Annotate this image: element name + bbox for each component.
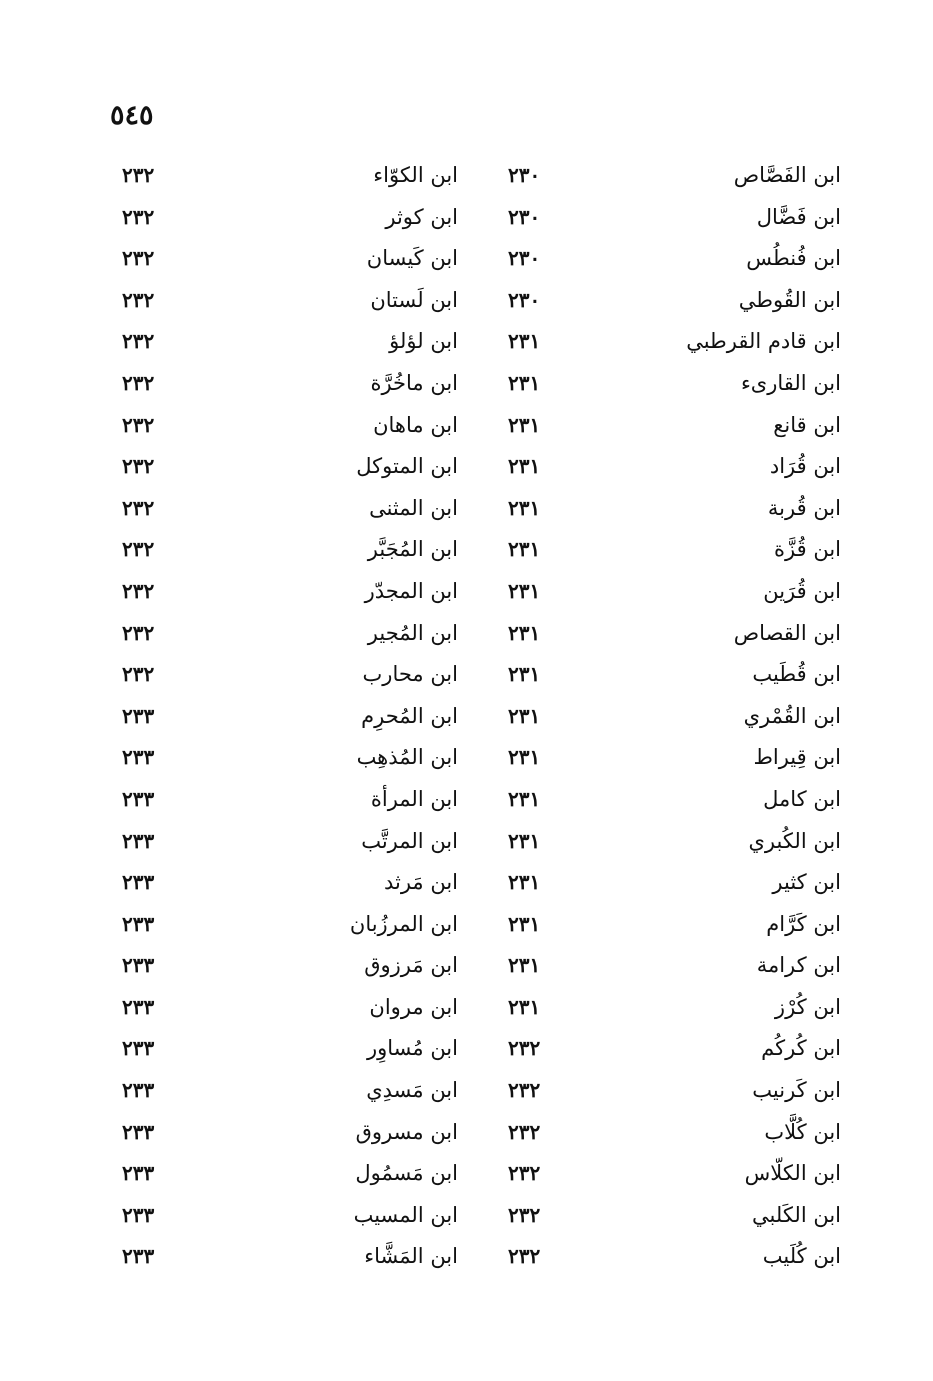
left-name-entry: ابن ماخُرَّة [370, 370, 458, 395]
index-row [0, 196, 933, 238]
left-name-entry: ابن المُجَبَّر [367, 537, 458, 562]
left-page-ref: ٢٣٣ [122, 1036, 155, 1061]
right-name-entry: ابن كُركُم [761, 1036, 841, 1061]
left-page-ref: ٢٣٢ [122, 662, 155, 687]
left-page-ref: ٢٣٣ [122, 1161, 155, 1186]
index-row [0, 362, 933, 404]
right-name-entry: ابن كامل [763, 786, 841, 811]
left-page-ref: ٢٣٢ [122, 454, 155, 479]
left-name-entry: ابن المَشَّاء [364, 1244, 458, 1269]
right-name-entry: ابن الكَلبي [752, 1202, 841, 1227]
right-page-ref: ٢٣١ [508, 703, 541, 728]
left-page-ref: ٢٣٢ [122, 620, 155, 645]
index-row [0, 237, 933, 279]
left-name-entry: ابن لؤلؤ [389, 329, 458, 354]
index-row [0, 1194, 933, 1236]
right-name-entry: ابن الفَصَّاص [733, 163, 841, 187]
index-row [0, 570, 933, 612]
right-page-ref: ٢٣١ [508, 370, 541, 395]
index-row [0, 820, 933, 862]
right-page-ref: ٢٣١ [508, 786, 541, 811]
left-page-ref: ٢٣٣ [122, 745, 155, 770]
left-page-ref: ٢٣٣ [122, 828, 155, 853]
right-page-ref: ٢٣٠ [508, 163, 541, 187]
left-name-entry: ابن محارب [362, 662, 458, 687]
right-page-ref: ٢٣١ [508, 495, 541, 520]
left-name-entry: ابن المجدّر [364, 578, 458, 603]
right-page-ref: ٢٣١ [508, 745, 541, 770]
right-page-ref: ٢٣١ [508, 578, 541, 603]
index-row [0, 1235, 933, 1277]
right-name-entry: ابن قادم القرطبي [686, 329, 841, 354]
left-name-entry: ابن مَرثد [383, 870, 458, 895]
index-row [0, 986, 933, 1028]
right-page-ref: ٢٣١ [508, 911, 541, 936]
right-page-ref: ٢٣٢ [508, 1161, 541, 1186]
left-page-ref: ٢٣٣ [122, 703, 155, 728]
index-row [0, 612, 933, 654]
index-grid [0, 154, 933, 1277]
left-page-ref: ٢٣٣ [122, 870, 155, 895]
right-page-ref: ٢٣٢ [508, 1078, 541, 1103]
left-page-ref: ٢٣٣ [122, 1244, 155, 1269]
left-page-ref: ٢٣٢ [122, 412, 155, 437]
left-name-entry: ابن المتوكل [356, 454, 458, 479]
right-page-ref: ٢٣١ [508, 412, 541, 437]
right-page-ref: ٢٣١ [508, 953, 541, 978]
right-name-entry: ابن القارىء [740, 370, 841, 395]
right-name-entry: ابن قُرَين [763, 578, 841, 603]
right-page-ref: ٢٣١ [508, 662, 541, 687]
index-row [0, 1069, 933, 1111]
index-row [0, 861, 933, 903]
right-name-entry: ابن الكلّاس [744, 1161, 841, 1186]
right-name-entry: ابن قانع [773, 412, 841, 437]
right-name-entry: ابن كَرنيب [752, 1078, 841, 1103]
page-number: ٥٤٥ [110, 100, 154, 131]
left-name-entry: ابن المُحرِم [361, 703, 458, 728]
right-name-entry: ابن قُزَّة [774, 537, 841, 562]
left-name-entry: ابن المُذهِب [356, 745, 458, 770]
right-page-ref: ٢٣١ [508, 828, 541, 853]
right-name-entry: ابن كرامة [756, 953, 841, 978]
index-row [0, 695, 933, 737]
index-row [0, 903, 933, 945]
right-page-ref: ٢٣٢ [508, 1202, 541, 1227]
right-page-ref: ٢٣٢ [508, 1036, 541, 1061]
right-name-entry: ابن كثير [772, 870, 841, 895]
right-name-entry: ابن القُمْري [743, 703, 841, 728]
left-name-entry: ابن كَيسان [366, 246, 458, 271]
left-name-entry: ابن المسيب [353, 1202, 458, 1227]
left-page-ref: ٢٣٣ [122, 786, 155, 811]
right-name-entry: ابن فَضَّال [756, 204, 841, 229]
left-name-entry: ابن مُساوِر [366, 1036, 458, 1061]
left-name-entry: ابن مَسمُول [355, 1161, 458, 1186]
index-row [0, 528, 933, 570]
index-row [0, 944, 933, 986]
right-page-ref: ٢٣١ [508, 870, 541, 895]
index-row [0, 736, 933, 778]
left-name-entry: ابن ماهان [373, 412, 458, 437]
left-name-entry: ابن كوثر [385, 204, 458, 229]
right-page-ref: ٢٣١ [508, 454, 541, 479]
index-row [0, 404, 933, 446]
index-row [0, 154, 933, 196]
left-page-ref: ٢٣٢ [122, 578, 155, 603]
left-page-ref: ٢٣٢ [122, 329, 155, 354]
right-page-ref: ٢٣١ [508, 329, 541, 354]
index-row [0, 778, 933, 820]
left-page-ref: ٢٣٣ [122, 994, 155, 1019]
index-row [0, 279, 933, 321]
right-page-ref: ٢٣١ [508, 994, 541, 1019]
left-page-ref: ٢٣٣ [122, 953, 155, 978]
right-name-entry: ابن قُطَيب [752, 662, 841, 687]
right-page-ref: ٢٣١ [508, 537, 541, 562]
right-name-entry: ابن كَرَّام [766, 911, 841, 936]
left-name-entry: ابن لَستان [370, 287, 458, 312]
left-name-entry: ابن مَرزوق [364, 953, 458, 978]
left-name-entry: ابن الكوّاء [373, 163, 458, 187]
left-name-entry: ابن مسروق [355, 1119, 458, 1144]
right-name-entry: ابن القُوطي [738, 287, 841, 312]
index-row [0, 653, 933, 695]
right-name-entry: ابن كُلَّاب [764, 1119, 841, 1144]
left-page-ref: ٢٣٢ [122, 537, 155, 562]
index-row [0, 445, 933, 487]
right-page-ref: ٢٣٢ [508, 1244, 541, 1269]
index-row [0, 1027, 933, 1069]
right-page-ref: ٢٣٠ [508, 204, 541, 229]
left-page-ref: ٢٣٢ [122, 287, 155, 312]
right-name-entry: ابن قُرَاد [769, 454, 841, 479]
index-row [0, 320, 933, 362]
right-name-entry: ابن قِيراط [753, 745, 841, 770]
left-name-entry: ابن المرأة [370, 786, 458, 811]
right-page-ref: ٢٣٢ [508, 1119, 541, 1144]
left-name-entry: ابن المثنى [369, 495, 458, 520]
right-name-entry: ابن كُلَيب [762, 1244, 841, 1269]
right-page-ref: ٢٣٠ [508, 246, 541, 271]
index-row [0, 1152, 933, 1194]
left-page-ref: ٢٣٢ [122, 495, 155, 520]
right-name-entry: ابن القصاص [733, 620, 841, 645]
left-page-ref: ٢٣٢ [122, 204, 155, 229]
left-page-ref: ٢٣٢ [122, 370, 155, 395]
left-page-ref: ٢٣٢ [122, 246, 155, 271]
index-row [0, 1111, 933, 1153]
left-page-ref: ٢٣٢ [122, 163, 155, 187]
right-page-ref: ٢٣٠ [508, 287, 541, 312]
right-name-entry: ابن الكُبري [748, 828, 841, 853]
right-name-entry: ابن كُرْز [774, 994, 841, 1019]
left-page-ref: ٢٣٣ [122, 1078, 155, 1103]
right-name-entry: ابن فُنطُس [746, 246, 841, 271]
left-page-ref: ٢٣٣ [122, 1202, 155, 1227]
left-name-entry: ابن مَسدِي [366, 1078, 458, 1103]
right-page-ref: ٢٣١ [508, 620, 541, 645]
left-page-ref: ٢٣٣ [122, 911, 155, 936]
left-name-entry: ابن المرزُبان [349, 911, 458, 936]
left-name-entry: ابن المُجير [367, 620, 458, 645]
left-page-ref: ٢٣٣ [122, 1119, 155, 1144]
left-name-entry: ابن المرتَّب [361, 828, 458, 853]
left-name-entry: ابن مروان [369, 994, 458, 1019]
right-name-entry: ابن قُربة [767, 495, 841, 520]
index-row [0, 487, 933, 529]
